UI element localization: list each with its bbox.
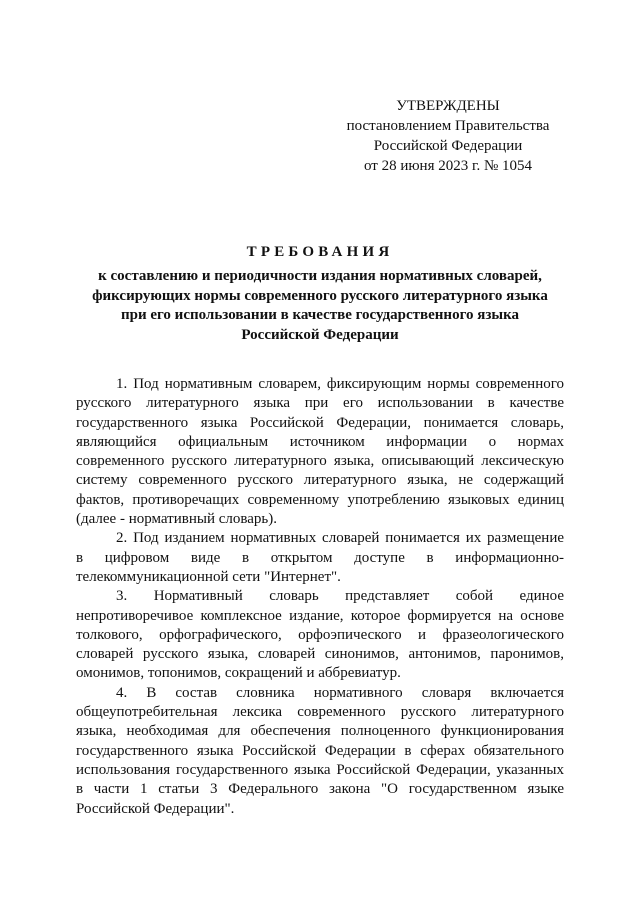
approval-line: Российской Федерации xyxy=(373,138,523,154)
text-line: омонимов, топонимов, сокращений и аббревиатур. xyxy=(76,665,401,682)
text-line: использования государственного языка Российской Федерации, указанных xyxy=(76,761,564,778)
text-line: телекоммуникационной сети "Интернет". xyxy=(76,568,341,585)
text-line: языка, необходимая для обеспечения полноценного функционирования xyxy=(76,723,564,740)
text-line: (далее - нормативный словарь). xyxy=(76,511,277,528)
text-line: русского литературного языка при его использовании в качестве xyxy=(76,395,564,412)
paragraph-1 xyxy=(76,375,564,529)
document-subtitle xyxy=(70,267,570,345)
text-line: 3. Нормативный словарь представляет собой единое xyxy=(116,588,564,605)
text-line: систему современного русского литературного языка, не содержащий xyxy=(76,472,564,489)
subtitle-line: к составлению и периодичности издания нормативных словарей, xyxy=(98,268,542,284)
text-line: 4. В состав словника нормативного словаря включается xyxy=(116,684,564,701)
text-line: толкового, орфографического, орфоэпического и фразеологического xyxy=(76,626,564,643)
text-line: в цифровом виде в открытом доступе в информационно- xyxy=(76,549,564,566)
text-line: государственного языка Российской Федерации в сферах обязательного xyxy=(76,742,564,759)
text-line: современного русского литературного языка, описывающий лексическую xyxy=(76,453,564,470)
approval-stamp-block xyxy=(330,96,566,176)
subtitle-line: при его использовании в качестве государственного языка xyxy=(120,307,520,323)
text-line: 1. Под нормативным словарем, фиксирующим нормы современного xyxy=(116,376,564,392)
text-line: 2. Под изданием нормативных словарей понимается их размещение xyxy=(116,530,564,547)
subtitle-line: фиксирующих нормы современного русского литературного языка xyxy=(92,287,548,304)
paragraph-3 xyxy=(76,587,564,683)
text-line: непротиворечивое комплексное издание, которое формируется на основе xyxy=(76,607,564,624)
text-line: государственного языка Российской Федерации, понимается словарь, xyxy=(76,414,564,431)
subtitle-line: Российской Федерации xyxy=(241,326,399,343)
text-line: являющийся официальным источником информации о нормах xyxy=(76,433,564,450)
document-title: ТРЕБОВАНИЯ xyxy=(246,244,394,260)
approval-heading: УТВЕРЖДЕНЫ xyxy=(396,98,500,114)
text-line: фактов, противоречащих современному употреблению языковых единиц xyxy=(76,491,564,508)
paragraph-4 xyxy=(76,684,564,819)
approval-line: постановлением Правительства xyxy=(346,118,550,134)
text-line: общеупотребительная лексика современного русского литературного xyxy=(76,704,564,721)
text-line: Российской Федерации". xyxy=(76,800,235,817)
text-line: в части 1 статьи 3 Федерального закона "О государственном языке xyxy=(76,781,564,798)
paragraph-2 xyxy=(76,529,564,587)
document-body xyxy=(76,375,564,819)
approval-date-line: от 28 июня 2023 г. № 1054 xyxy=(363,158,533,174)
text-line: словарей русского языка, словарей синонимов, антонимов, паронимов, xyxy=(76,646,564,663)
